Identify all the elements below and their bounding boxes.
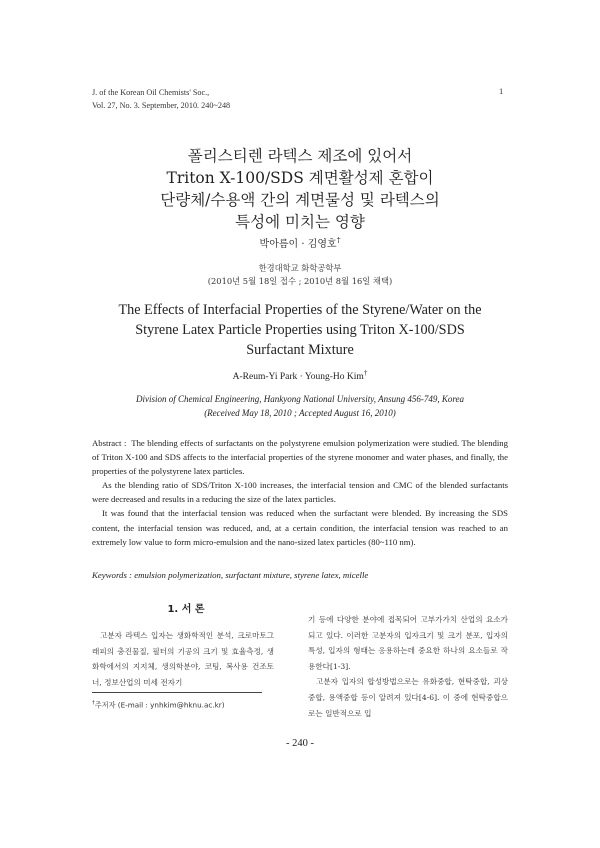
abstract-paragraph: As the blending ratio of SDS/Triton X-100 increases, the interfacial tension and CMC of the blended surfactants were decreased and results in a reducing the size of the latex particles. — [92, 480, 508, 505]
footnote-text: 주저자 (E-mail : ynhkim@hknu.ac.kr) — [94, 700, 225, 710]
footnote — [92, 700, 225, 710]
abstract-paragraph — [92, 436, 508, 478]
english-dates: (Received May 18, 2010 ; Accepted August 16, 2010) — [204, 408, 396, 418]
english-title — [60, 300, 540, 360]
body-column-left — [92, 628, 274, 690]
footnote-rule — [92, 692, 262, 693]
korean-title-line: Triton X-100/SDS 계면활성제 혼합이 — [166, 169, 434, 187]
journal-volume: Vol. 27, No. 3. September, 2010. 240~248 — [92, 101, 231, 110]
korean-authors — [60, 235, 540, 250]
corresponding-author-mark: † — [363, 369, 368, 377]
corresponding-author-mark: † — [336, 235, 341, 245]
body-paragraph: 기 등에 다양한 분야에 접목되어 고부가가치 산업의 요소가 되고 있다. 이러한 고분자의 입자크기 및 크기 분포, 입자의 특성, 입자의 형태는 응용하는데 중요한 하나의 요소들로 작용한다[1-3]. — [308, 615, 508, 671]
abstract — [92, 436, 508, 549]
body-paragraph: 고분자 라텍스 입자는 생화학적인 분석, 크로마토그래피의 충진물질, 필터의 기공의 크기 및 효율측정, 생화학에서의 지지체, 생의학분야, 코팅, 복사용 건조토너, 정보산업의 미세 전자기 — [92, 631, 274, 687]
english-title-line: Surfactant Mixture — [246, 342, 354, 358]
english-affiliation: Division of Chemical Engineering, Hankyong National University, Ansung 456-749, Korea — [136, 394, 464, 404]
korean-title-line: 특성에 미치는 영향 — [235, 213, 365, 231]
abstract-text: The blending effects of surfactants on the polystyrene emulsion polymerization were studied. The blending of Triton X-100 and SDS affects to the interfacial properties of the styrene monomer and water phases, and finally, the properties of the polystyrene latex particles. — [92, 438, 508, 477]
korean-author-names: 박아름이 · 김영호 — [259, 239, 337, 250]
korean-title — [60, 145, 540, 233]
journal-name: J. of the Korean Oil Chemists' Soc., — [92, 88, 210, 97]
korean-title-line: 단량체/수용액 간의 계면물성 및 라텍스의 — [160, 191, 440, 209]
body-paragraph: 고분자 입자의 합성방법으로는 유화중합, 현탁중합, 괴상중합, 용액중합 등이 알려져 있다[4-6]. 이 중에 현탁중합으로는 일반적으로 입 — [308, 677, 508, 718]
english-author-names: A-Reum-Yi Park · Young-Ho Kim — [232, 372, 364, 383]
abstract-paragraph: It was found that the interfacial tension was reduced when the surfactant were blended. By increasing the SDS content, the interfacial tension was reduced, and, at a certain condition, the interfacial tension was reached to an extremely low value to form micro-emulsion and the nano-sized latex particles (80~110 nm). — [92, 508, 508, 547]
keywords: Keywords : emulsion polymerization, surfactant mixture, styrene latex, micelle — [92, 570, 369, 580]
korean-dates: (2010년 5월 18일 접수 ; 2010년 8월 16일 채택) — [207, 275, 393, 286]
footnote-mark: † — [92, 700, 95, 706]
journal-citation — [92, 86, 230, 112]
body-column-right — [308, 612, 508, 721]
english-authors — [60, 369, 540, 382]
korean-affiliation: 한경대학교 화학공학부 — [258, 263, 342, 273]
section-heading: 1. 서 론 — [167, 604, 205, 615]
korean-affiliation-block — [60, 262, 540, 287]
english-title-line: Styrene Latex Particle Properties using Triton X-100/SDS — [135, 322, 465, 338]
english-affiliation-block — [60, 392, 540, 420]
page-footer-number: - 240 - — [286, 738, 314, 749]
korean-title-line: 폴리스티렌 라텍스 제조에 있어서 — [187, 147, 413, 165]
english-title-line: The Effects of Interfacial Properties of the Styrene/Water on the — [118, 302, 482, 318]
page-number: 1 — [499, 86, 504, 96]
abstract-label: Abstract : — [92, 438, 127, 448]
